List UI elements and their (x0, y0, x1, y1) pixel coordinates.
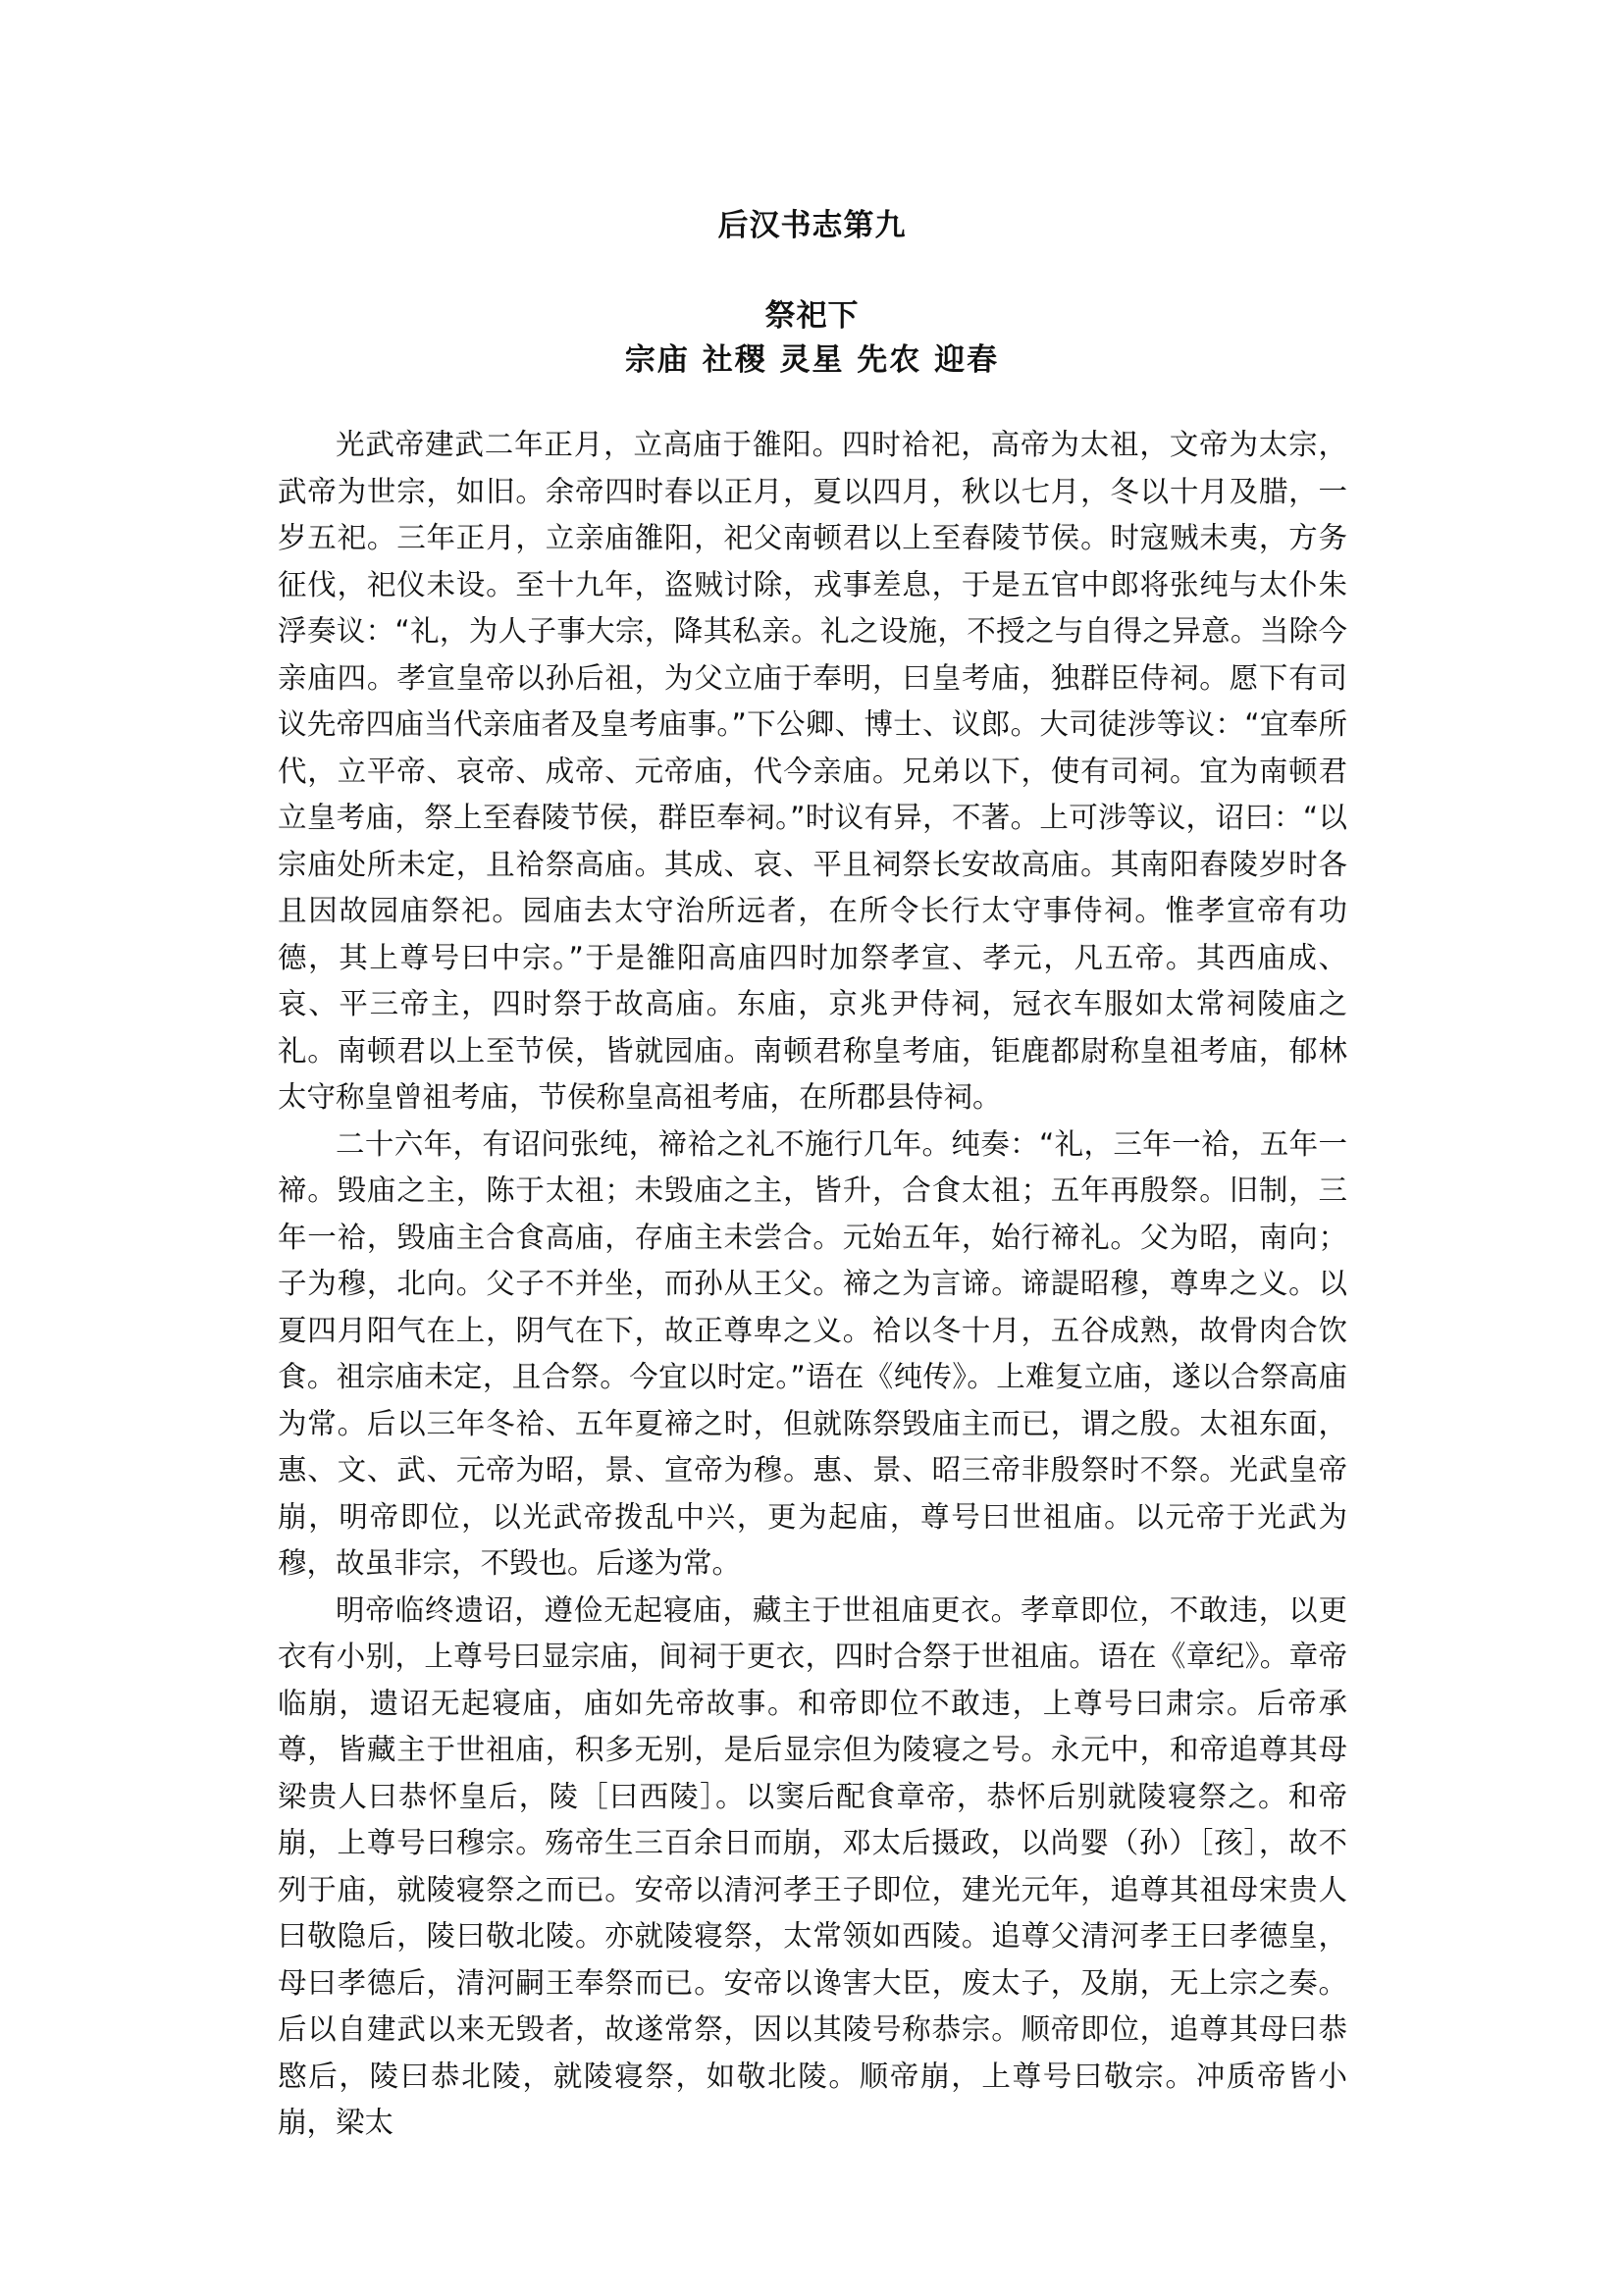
section-title: 祭祀下 (764, 298, 860, 334)
paragraph: 光武帝建武二年正月，立高庙于雒阳。四时祫祀，高帝为太祖，文帝为太宗，武帝为世宗，如旧。余帝四时春以正月，夏以四月，秋以七月，冬以十月及腊，一岁五祀。三年正月，立亲庙雒阳，祀父南顿君以上至舂陵节侯。时寇贼未夷，方务征伐，祀仪未设。至十九年，盗贼讨除，戎事差息，于是五官中郎将张纯与太仆朱浮奏议：“礼，为人子事大宗，降其私亲。礼之设施，不授之与自得之异意。当除今亲庙四。孝宣皇帝以孙后祖，为父立庙于奉明，曰皇考庙，独群臣侍祠。愿下有司议先帝四庙当代亲庙者及皇考庙事。”下公卿、博士、议郎。大司徒涉等议：“宜奉所代，立平帝、哀帝、成帝、元帝庙，代今亲庙。兄弟以下，使有司祠。宜为南顿君立皇考庙，祭上至舂陵节侯，群臣奉祠。”时议有异，不著。上可涉等议，诏曰：“以宗庙处所未定，且祫祭高庙。其成、哀、平且祠祭长安故高庙。其南阳舂陵岁时各且因故园庙祭祀。园庙去太守治所远者，在所令长行太守事侍祠。惟孝宣帝有功德，其上尊号曰中宗。”于是雒阳高庙四时加祭孝宣、孝元，凡五帝。其西庙成、哀、平三帝主，四时祭于故高庙。东庙，京兆尹侍祠，冠衣车服如太常祠陵庙之礼。南顿君以上至节侯，皆就园庙。南顿君称皇考庙，钜鹿都尉称皇祖考庙，郁林太守称皇曾祖考庙，节侯称皇高祖考庙，在所郡县侍祠。 (278, 428, 1347, 1114)
paragraph: 明帝临终遗诏，遵俭无起寝庙，藏主于世祖庙更衣。孝章即位，不敢违，以更衣有小别，上尊号曰显宗庙，间祠于更衣，四时合祭于世祖庙。语在《章纪》。章帝临崩，遗诏无起寝庙，庙如先帝故事。和帝即位不敢违，上尊号曰肃宗。后帝承尊，皆藏主于世祖庙，积多无别，是后显宗但为陵寝之号。永元中，和帝追尊其母梁贵人曰恭怀皇后，陵［曰西陵］。以窦后配食章帝，恭怀后别就陵寝祭之。和帝崩，上尊号曰穆宗。殇帝生三百余日而崩，邓太后摄政，以尚婴（孙）［孩］，故不列于庙，就陵寝祭之而已。安帝以清河孝王子即位，建光元年，追尊其祖母宋贵人曰敬隐后，陵曰敬北陵。亦就陵寝祭，太常领如西陵。追尊父清河孝王曰孝德皇，母曰孝德后，清河嗣王奉祭而已。安帝以谗害大臣，废太子，及崩，无上宗之奏。后以自建武以来无毁者，故遂常祭，因以其陵号称恭宗。顺帝即位，追尊其母曰恭愍后，陵曰恭北陵，就陵寝祭，如敬北陵。顺帝崩，上尊号曰敬宗。冲质帝皆小崩，梁太 (278, 1592, 1347, 2139)
paragraph: 二十六年，有诏问张纯，禘祫之礼不施行几年。纯奏：“礼，三年一祫，五年一禘。毁庙之主，陈于太祖；未毁庙之主，皆升，合食太祖；五年再殷祭。旧制，三年一祫，毁庙主合食高庙，存庙主未尝合。元始五年，始行禘礼。父为昭，南向；子为穆，北向。父子不并坐，而孙从王父。禘之为言谛。谛諟昭穆，尊卑之义。以夏四月阳气在上，阴气在下，故正尊卑之义。祫以冬十月，五谷成熟，故骨肉合饮食。祖宗庙未定，且合祭。今宜以时定。”语在《纯传》。上难复立庙，遂以合祭高庙为常。后以三年冬祫、五年夏禘之时，但就陈祭毁庙主而已，谓之殷。太祖东面，惠、文、武、元帝为昭，景、宣帝为穆。惠、景、昭三帝非殷祭时不祭。光武皇帝崩，明帝即位，以光武帝拨乱中兴，更为起庙，尊号曰世祖庙。以元帝于光武为穆，故虽非宗，不毁也。后遂为常。 (278, 1126, 1347, 1580)
section-subtitle: 宗庙 社稷 灵星 先农 迎春 (624, 342, 1000, 378)
body-text (278, 422, 1347, 2147)
chapter-title: 后汉书志第九 (717, 208, 907, 243)
